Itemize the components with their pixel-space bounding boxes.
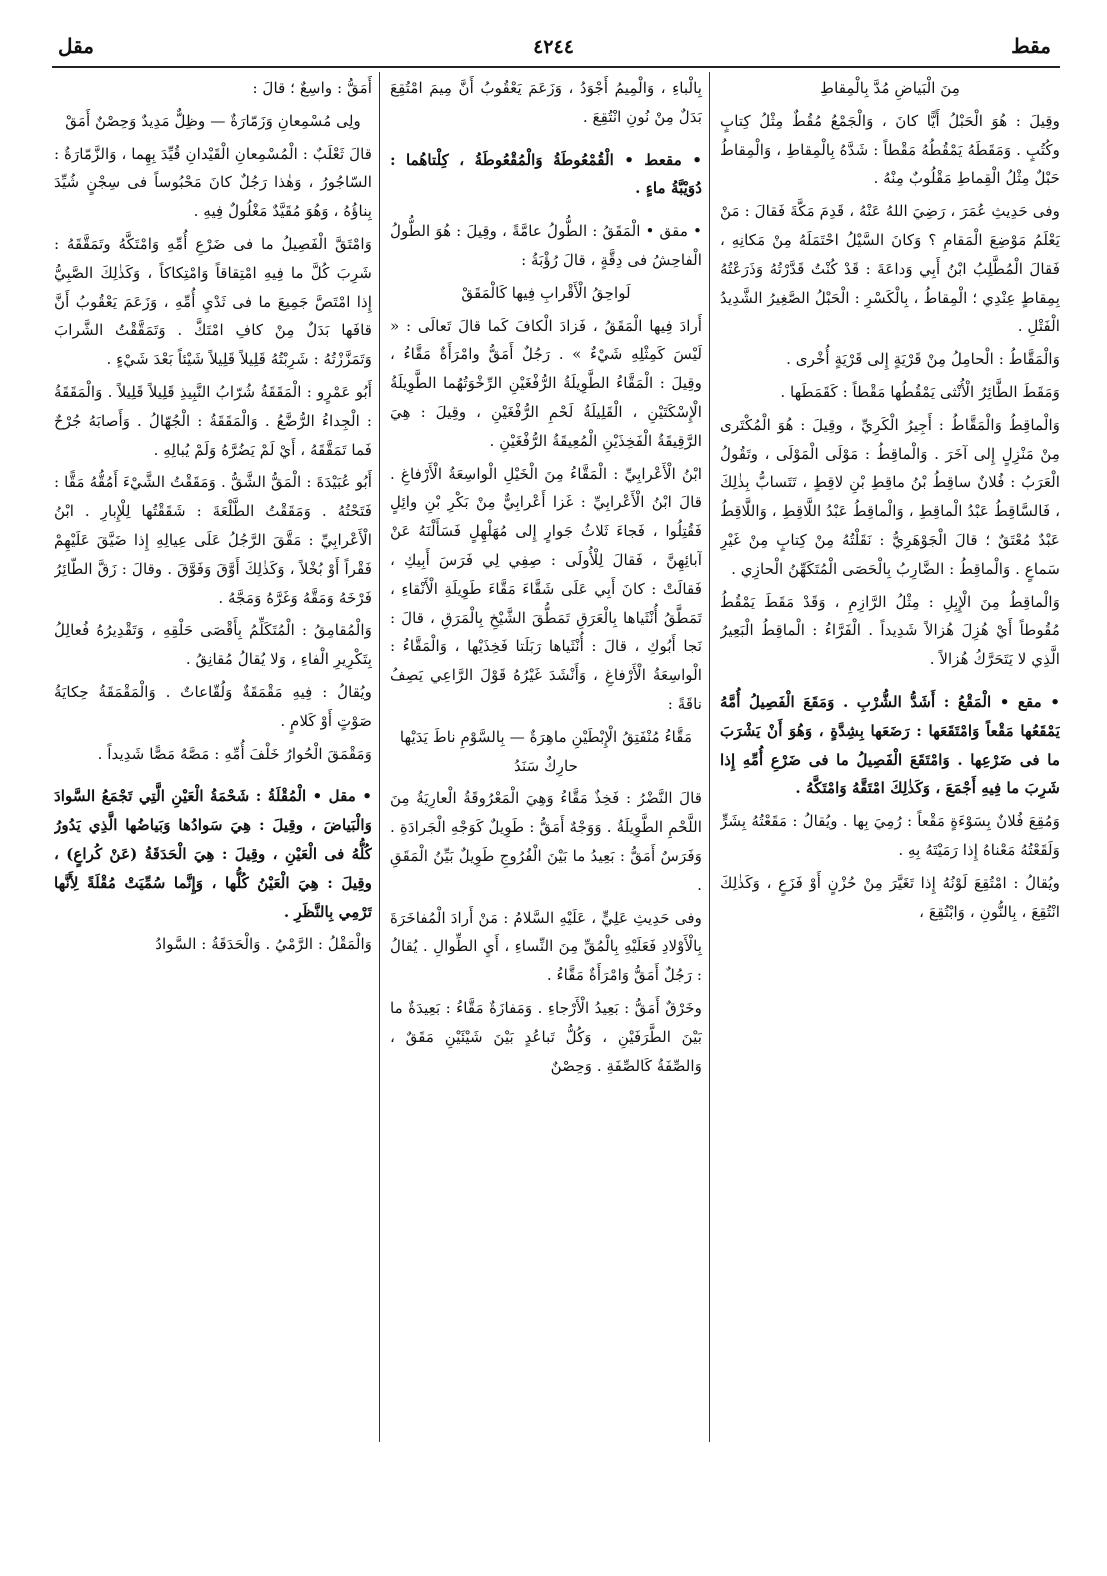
column-left <box>54 74 372 1444</box>
paragraph: بِالْباءِ ، وَالْمِيمُ أَجْوَدُ ، وَزَعَمَ يَعْقُوبُ أَنَّ مِيمَ امْتُقِعَ بَدَلٌ مِنْ نُونِ انْتُقِعَ . <box>390 79 702 126</box>
paragraph: وَالْماقِطُ وَالْمَقَّاطُ : أَجِيرُ الْكَرِيِّ ، وقِيلَ : هُوَ الْمُكْتَرى مِنْ مَنْزِلٍ إِلى آخَرَ . وَالْماقِطُ : مَوْلَى الْمَوْلَى ، وتَقُولُ الْعَرَبُ : فُلانٌ ساقِطُ بْنُ ماقِطِ بْنِ لاقِطٍ ، تَتَسابُّ بِذٰلِكَ ، فَالسَّاقِطُ عَبْدُ الْماقِطِ ، وَالْماقِطُ عَبْدُ اللَّاقِطِ ، وَاللَّاقِطُ عَبْدٌ مُعْتَقٌ ؛ قالَ الْجَوْهَرِيُّ : نَقَلْتُهُ مِنْ كِتابٍ مِنْ غَيْرِ سَماعٍ . وَالْماقِطُ : الضَّارِبُ بِالْحَصَى الْمُتَكَهِّنُ الْحازِي . <box>720 415 1060 578</box>
paragraph: وخَرْقٌ أَمَقُّ : بَعِيدُ الْأَرْجاءِ . وَمَفازَةٌ مَقَّاءُ : بَعِيدَةٌ ما بَيْنَ الطَّرَفَيْنِ ، وَكُلُّ تَباعُدٍ بَيْنَ شَيْئَيْنِ مَقَقٌ ، وَالصِّفَةُ كَالصِّفَةِ . وَحِصْنٌ <box>390 998 702 1075</box>
paragraph: وَامْتَقَّ الْفَصِيلُ ما فى ضَرْعِ أُمِّهِ وَامْتَكَّهُ وتَمَقَّقَهُ : شَرِبَ كُلَّ ما فِيهِ امْتِقاقاً وَامْتِكاكاً ، وَكَذٰلِكَ الصَّبِيُّ إِذا امْتَصَّ جَمِيعَ ما فى ثَدْيِ أُمِّهِ ، وَزَعَمَ يَعْقُوبُ أَنَّ قافَها بَدَلٌ مِنْ كافِ امْتَكَّ . وَتَمَقَّقْتُ الشَّرابَ وَتَمَزَّزْتُهُ : شَرِبْتُهُ قَلِيلاً قَلِيلاً شَيْئاً بَعْدَ شَيْءٍ . <box>54 234 372 369</box>
paragraph: وَالْماقِطُ مِنَ الْإِبِلِ : مِثْلُ الرَّازِمِ ، وَقَدْ مَقَطَ يَمْقُطُ مُقُوطاً أَيْ هُزِلَ هُزالاً شَدِيداً . الْفَرَّاءُ : الْماقِطُ الْبَعِيرُ الَّذِي لا يَتَحَرَّكُ هُزالاً . <box>720 592 1060 669</box>
paragraph: أَبُو عُبَيْدَةَ : الْمَقُّ الشَّقُّ . وَمَقَقْتُ الشَّيْءَ أَمُقُّهُ مَقًّا : فَتَحْتُهُ . وَمَقَقْتُ الطَّلْعَةَ : شَقَقْتُها لِلْإِبارِ . ابْنُ الْأَعْرابِيِّ : مَقَّقَ الرَّجُلُ عَلَى عِيالِهِ إِذا ضَيَّقَ عَلَيْهِمْ فَقْراً أَوْ بُخْلاً ، وَكَذٰلِكَ أَوَّقَ وَفَوَّقَ . وقالَ : زَقَّ الطّائِرُ فَرْخَهُ وَمَقَّهُ وَغَرَّهُ وَمَجَّهُ . <box>54 473 372 607</box>
paragraph: وفى حَدِيثِ عُمَرَ ، رَضِيَ اللهُ عَنْهُ ، قَدِمَ مَكَّةَ فَقالَ : مَنْ يَعْلَمُ مَوْضِعَ الْمَقامِ ؟ وَكانَ السَّيْلُ احْتَمَلَهُ مِنْ مَكانِهِ ، فَقالَ الْمُطَّلِبُ ابْنُ أَبِي وَداعَةَ : قَدْ كُنْتُ قَدَّرْتُهُ وَذَرَعْتُهُ بِمِقاطٍ عِنْدِي ؛ الْمِقاطُ ، بِالْكَسْرِ : الْحَبْلُ الصَّغِيرُ الشَّدِيدُ الْفَتْلِ . <box>720 202 1060 336</box>
header-rule <box>52 66 1060 68</box>
paragraph: ابْنُ الْأَعْرابِيِّ : الْمَقَّاءُ مِنَ الْخَيْلِ الْواسِعَةُ الْأَرْفاغِ . قالَ ابْنُ الْأَعْرابِيِّ : غَزا أَعْرابِيٌّ مِنْ بَكْرِ بْنِ وائِلٍ فَقُتِلُوا ، فَجاءَ ثَلاثُ جَوارٍ إِلى مُهَلْهِلٍ فَسَأَلْنَهُ عَنْ آبائِهِنَّ ، فَقالَ لِلْأُولَى : صِفِي لِي فَرَسَ أَبِيكِ ، فَقالَتْ : كانَ أَبِي عَلَى شَقَّاءَ مَقَّاءَ طَوِيلَةِ الْأَنْقاءِ ، تَمَطَّقُ أُنْثَياها بِالْعَرَقِ تَمَطُّقَ الشَّيْخِ بِالْمَرَقِ ، قالَ : نَجا أَبُوكِ ، قالَ : أُنْثَياها رَبَلَتا فَخِذَيْها ، وَالْمَقَّاءُ : الْواسِعَةُ الْأَرْفاغِ ، وَأَنْشَدَ غَيْرُهُ قَوْلَ الرَّاعِي يَصِفُ ناقَةً : <box>390 464 702 713</box>
verse-line: مِنَ الْبَياضِ مُدَّ بِالْمِقاطِ <box>820 79 960 97</box>
header-guide-word-left: مقل <box>58 34 94 58</box>
paragraph: وَالْمَقَّاطُ : الْحامِلُ مِنْ قَرْيَةٍ إِلى قَرْيَةٍ أُخْرى . <box>786 350 1060 369</box>
paragraph: وَمَقْمَقَ الْحُوارُ خَلْفَ أُمِّهِ : مَصَّهُ مَصًّا شَدِيداً . <box>97 744 372 763</box>
paragraph: وفى حَدِيثِ عَلِيٍّ ، عَلَيْهِ السَّلامُ : مَنْ أَرادَ الْمُفاخَرَةَ بِالْأَوْلادِ فَعَلَيْهِ بِالْمُقِّ مِنَ النِّساءِ ، أَيِ الطِّوالِ . يُقالُ : رَجُلٌ أَمَقُّ وَامْرَأَةٌ مَقَّاءُ . <box>390 908 702 985</box>
header-guide-word-right: مقط <box>1011 34 1051 58</box>
column-separator <box>379 72 380 1442</box>
page-number: ٤٢٤٤ <box>533 36 574 58</box>
paragraph: أَبُو عَمْرٍو : الْمَقَقَةُ شُرّابُ النَّبِيذِ قَلِيلاً قَلِيلاً . وَالْمَقَقَةُ : الْجِداءُ الرُّضَّعُ . وَالْمَقَقَةُ : الْجُهّالُ . وَأَصابَهُ جُرْحٌ فَما تَمَقَّقَهُ ، أَيْ لَمْ يَضُرَّهُ وَلَمْ يُبالِهِ . <box>54 382 372 459</box>
paragraph: وقِيلَ : هُوَ الْحَبْلُ أَيًّا كانَ ، وَالْجَمْعُ مُقُطٌ مِثْلُ كِتابٍ وكُتُبٍ . وَمَقَطَهُ يَمْقُطُهُ مَقْطاً : شَدَّهُ بِالْمِقاطِ ، وَالْمِقاطُ حَبْلٌ مِثْلُ الْقِماطِ مَقْلُوبٌ مِنْهُ . <box>720 111 1060 188</box>
entry-mqa: • مقع • الْمَقْعُ : أَشَدُّ الشُّرْبِ . وَمَقَعَ الْفَصِيلُ أُمَّهُ يَمْقَعُها مَقْعاً وَامْتَقَعَها : رَضَعَها بِشِدَّةٍ ، وَهُوَ أَنْ يَشْرَبَ ما فى ضَرْعِها . وَامْتَقَعَ الْفَصِيلُ ما فى ضَرْعِ أُمِّهِ إِذا شَرِبَ ما فِيهِ أَجْمَعَ ، وَكَذٰلِكَ امْتَقَّهُ وَامْتَكَّهُ . <box>720 692 1060 798</box>
entry-mql: • مقل • الْمُقْلَةُ : شَحْمَةُ الْعَيْنِ الَّتِي تَجْمَعُ السَّوادَ وَالْبَياضَ ، وقِيلَ : هِيَ سَوادُها وَبَياضُها الَّذِي يَدُورُ كُلُّهُ فى الْعَيْنِ ، وقِيلَ : هِيَ الْحَدَقَةُ (عَنْ كُراعٍ) ، وقِيلَ : هِيَ الْعَيْنُ كُلُّها ، وَإِنَّما سُمِّيَتْ مُقْلَةً لِأَنَّها تَرْمِي بِالنَّظَرِ . <box>54 787 372 921</box>
verse-couplet: مَقَّاءُ مُنْفَتِقُ الْإِبْطَيْنِ ماهِرَةٌ — بِالسَّوْمِ ناطَ يَدَيْها حارِكٌ سَنَدُ <box>399 727 693 775</box>
verse-couplet: ولِى مُسْمِعانِ وَزَمّارَةٌ — وظِلٌّ مَدِيدٌ وَحِصْنٌ أَمَقْ <box>65 111 361 130</box>
paragraph: وَمُقِعَ فُلانٌ بِسَوْءَةٍ مَقْعاً : رُمِيَ بِها . ويُقالُ : مَقَعْتُهُ بِشَرٍّ وَلَقَعْتُهُ مَعْناهُ إِذا رَمَيْتَهُ بِهِ . <box>720 812 1060 859</box>
paragraph: وَمَقَطَ الطَّائِرُ الْأُنْثى يَمْقُطُها مَقْطاً : كَقَمَطَها . <box>780 382 1060 401</box>
column-separator <box>709 72 710 1442</box>
column-right <box>720 74 1060 1444</box>
verse-line: لَواحِقُ الْأَقْرابِ فِيها كَالْمَقَقْ <box>461 283 631 302</box>
paragraph: ويُقالُ : فِيهِ مَقْمَقَةٌ وَلُقّاعاتٌ . وَالْمَقْمَقَةُ حِكايَةُ صَوْتٍ أَوْ كَلامٍ . <box>54 682 372 730</box>
paragraph: قالَ النَّضْرُ : فَخِذٌ مَقَّاءُ وَهِيَ الْمَعْرُوقَةُ الْعارِيَةُ مِنَ اللَّحْمِ الطَّوِيلَةُ . وَوَجْهٌ أَمَقُّ : طَوِيلٌ كَوَجْهِ الْجَرادَةِ . وَفَرَسٌ أَمَقُّ : بَعِيدُ ما بَيْنَ الْفُرُوجِ طَوِيلٌ بَيِّنُ الْمَقَقِ . <box>390 789 702 894</box>
entry-mqat: • مقعط • الْقُمْعُوطَةُ وَالْمُقْعُوطَةُ ، كِلْتاهُما : دُوَيْبَّةُ ماءٍ . <box>390 150 702 198</box>
paragraph: أَرادَ فِيها الْمَقَقُ ، فَزادَ الْكافَ كَما قالَ تَعالَى : « لَيْسَ كَمِثْلِهِ شَيْءٌ » . رَجُلٌ أَمَقُّ وامْرَأَةٌ مَقَّاءُ ، وقِيلَ : الْمَقَّاءُ الطَّوِيلَةُ الرُّفْغَيْنِ الرِّخْوَتُهُما الطَّوِيلَةُ الْإِسْكَتَيْنِ ، الْقَلِيلَةُ لَحْمِ الرُّفْغَيْنِ ، وقِيلَ : هِيَ الرَّقِيقَةُ الْفَخِذَيْنِ الْمُعِيقَةُ الرُّفْغَيْنِ . <box>390 316 702 450</box>
paragraph: وَالْمَقْلُ : الرَّمْيُ . وَالْحَدَقَةُ : السَّوادُ <box>155 935 372 954</box>
entry-mqq: • مقق • الْمَقَقُ : الطُّولُ عامَّةً ، وقِيلَ : هُوَ الطُّولُ الْفاحِشُ فى دِقَّةٍ ، قالَ رُؤْبَةُ : <box>390 222 702 269</box>
paragraph: ويُقالُ : امْتُقِعَ لَوْنُهُ إِذا تَغَيَّرَ مِنْ حُزْنٍ أَوْ فَزَعٍ ، وَكَذٰلِكَ انْتُقِعَ ، بِالنُّونِ ، وَابْتُقِعَ ، <box>720 873 1060 921</box>
paragraph: قالَ ثَعْلَبٌ : الْمُسْمِعانِ الْقَيْدانِ قُيِّدَ بِهِما ، وَالزَّمّارَةُ : السّاجُورُ ، وَهٰذا رَجُلٌ كانَ مَحْبُوساً فى سِجْنٍ شُيِّدَ بِناؤُهُ ، وَهُوَ مُقَيَّدٌ مَغْلُولٌ فِيهِ . <box>54 144 372 221</box>
column-middle <box>390 74 702 1444</box>
paragraph: وَالْمُقامِقُ : الْمُتَكَلِّمُ بِأَقْصَى حَلْقِهِ ، وَتَقْدِيرُهُ فُعالِلُ بِتَكْرِيرِ الْفاءِ ، وَلا يُقالُ مُقانِقُ . <box>54 621 372 669</box>
paragraph: أَمَقُّ : واسِعٌ ؛ قالَ : <box>252 79 372 97</box>
